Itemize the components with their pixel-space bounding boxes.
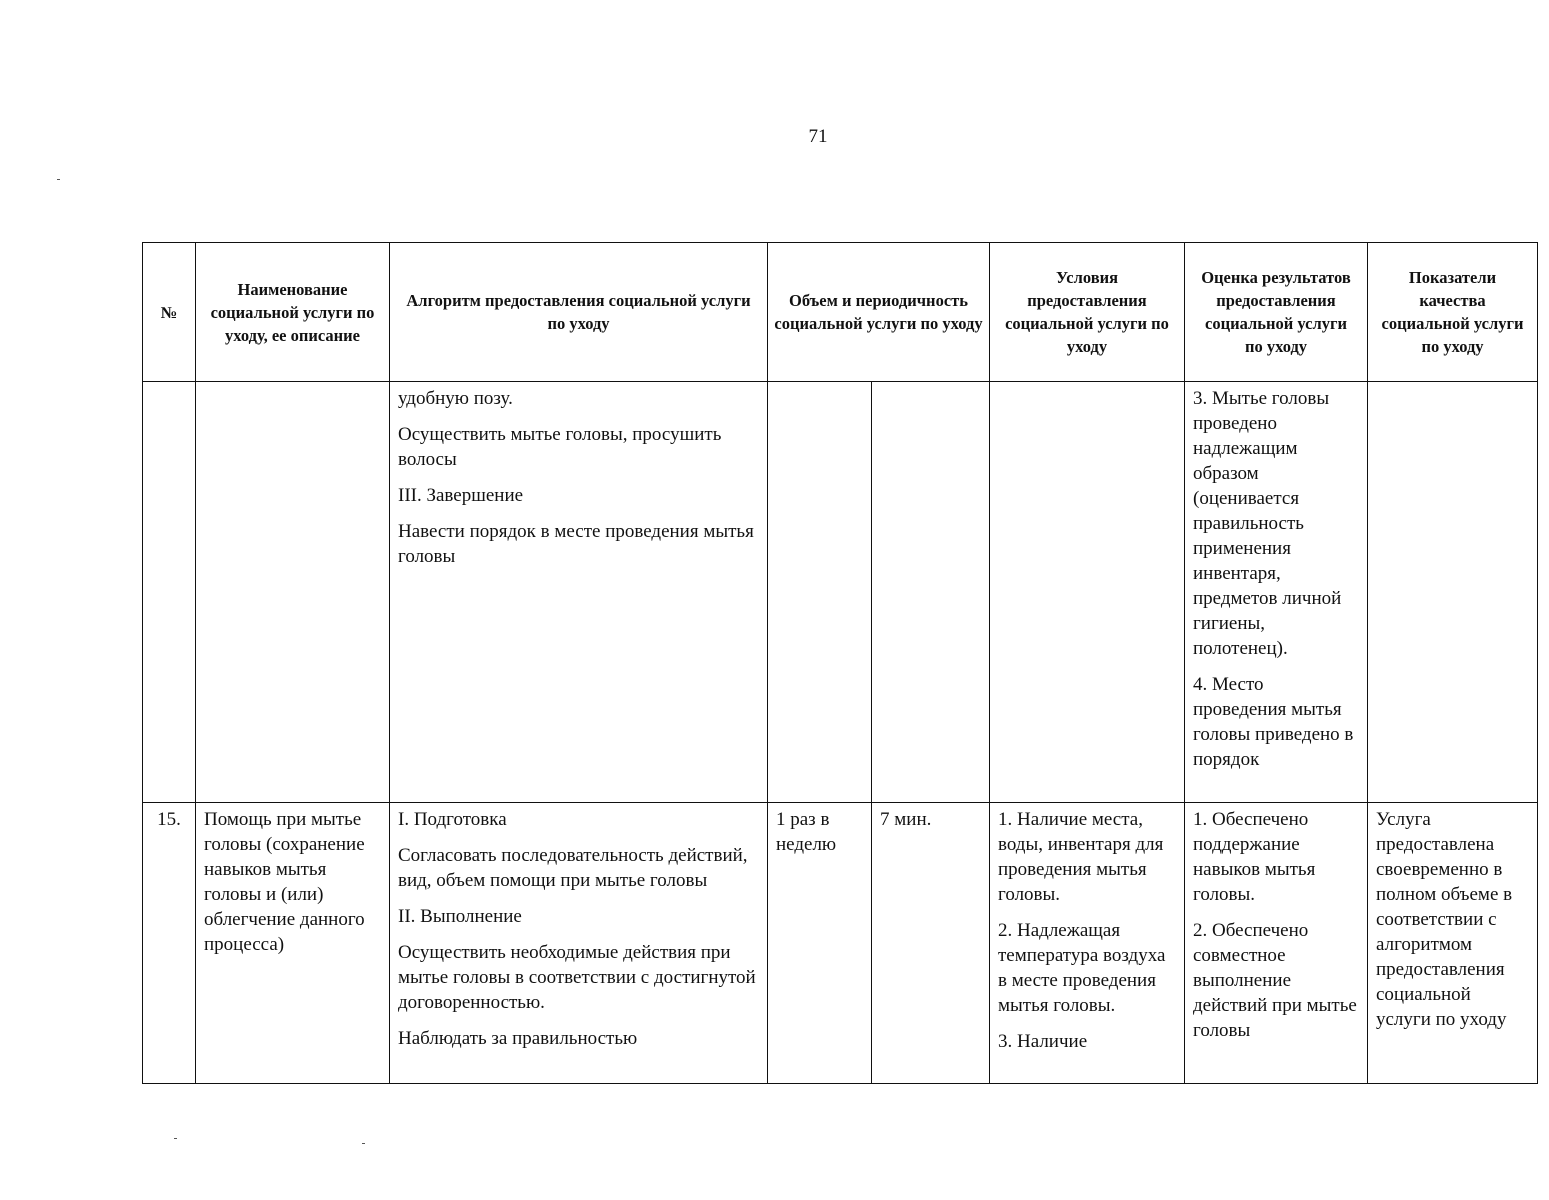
cell-conditions-empty (990, 382, 1185, 803)
condition-item: 3. Наличие (998, 1031, 1088, 1052)
algorithm-step: Осуществить мытье головы, просушить волосы (398, 424, 722, 470)
services-table (142, 242, 1538, 1084)
condition-item: 2. Надлежащая температура воздуха в месте проведения мытья головы. (998, 920, 1166, 1016)
scan-speck (174, 1138, 177, 1139)
cell-number-empty (143, 382, 196, 803)
header-conditions: Условия предоставления социальной услуги по уходу (990, 243, 1185, 382)
evaluation-item: 4. Место проведения мытья головы приведено в порядок (1193, 674, 1354, 770)
cell-quality-empty (1368, 382, 1538, 803)
header-algorithm: Алгоритм предоставления социальной услуги по уходу (390, 243, 768, 382)
evaluation-item: 3. Мытье головы проведено надлежащим образом (оценивается правильность применения инвентаря, предметов личной гигиены, полотенец). (1193, 388, 1342, 659)
algorithm-step: Наблюдать за правильностью (398, 1028, 638, 1049)
algorithm-step: удобную позу. (398, 388, 513, 409)
header-volume-periodicity: Объем и периодичность социальной услуги по уходу (768, 243, 990, 382)
algorithm-step: II. Выполнение (398, 906, 522, 927)
algorithm-step: I. Подготовка (398, 809, 507, 830)
cell-name-empty (196, 382, 390, 803)
header-number: № (143, 243, 196, 382)
evaluation-item: 2. Обеспечено совместное выполнение действий при мытье головы (1193, 920, 1357, 1041)
cell-service-name: Помощь при мытье головы (сохранение навыков мытья головы и (или) облегчение данного процесса) (196, 803, 390, 1084)
table-row (143, 382, 1538, 803)
cell-periodicity-empty (768, 382, 872, 803)
cell-duration-empty (872, 382, 990, 803)
algorithm-step: Навести порядок в месте проведения мытья головы (398, 521, 754, 567)
evaluation-item: 1. Обеспечено поддержание навыков мытья головы. (1193, 809, 1316, 905)
header-evaluation: Оценка результатов предоставления социальной услуги по уходу (1185, 243, 1368, 382)
algorithm-step: Согласовать последовательность действий, вид, объем помощи при мытье головы (398, 845, 748, 891)
cell-algorithm (390, 803, 768, 1084)
header-service-name: Наименование социальной услуги по уходу, ее описание (196, 243, 390, 382)
scan-speck (362, 1143, 365, 1144)
cell-algorithm (390, 382, 768, 803)
cell-periodicity: 1 раз в неделю (768, 803, 872, 1084)
table-header-row (143, 243, 1538, 382)
cell-evaluation (1185, 382, 1368, 803)
cell-quality: Услуга предоставлена своевременно в полном объеме в соответствии с алгоритмом предоставления социальной услуги по уходу (1368, 803, 1538, 1084)
algorithm-step: Осуществить необходимые действия при мытье головы в соответствии с достигнутой договоренностью. (398, 942, 756, 1013)
cell-conditions (990, 803, 1185, 1084)
algorithm-step: III. Завершение (398, 485, 524, 506)
condition-item: 1. Наличие места, воды, инвентаря для проведения мытья головы. (998, 809, 1164, 905)
cell-evaluation (1185, 803, 1368, 1084)
cell-number: 15. (143, 803, 196, 1084)
scan-speck (57, 179, 60, 180)
cell-duration: 7 мин. (872, 803, 990, 1084)
header-quality: Показатели качества социальной услуги по уходу (1368, 243, 1538, 382)
table-row (143, 803, 1538, 1084)
page-number: 71 (808, 126, 828, 147)
